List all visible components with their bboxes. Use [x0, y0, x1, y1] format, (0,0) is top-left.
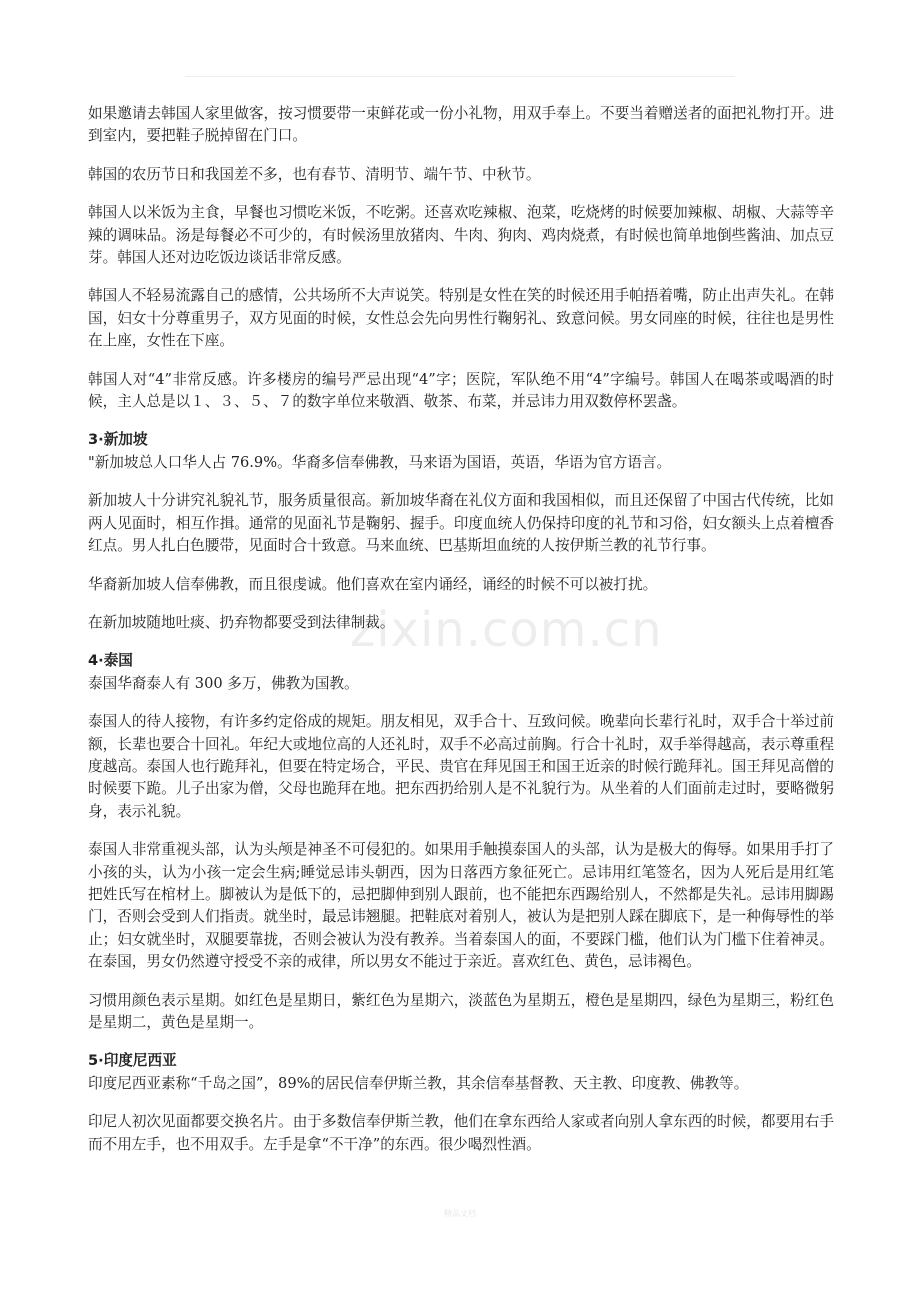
paragraph: 韩国人对“4”非常反感。许多楼房的编号严忌出现“4”字；医院，军队绝不用“4”字编号。韩国人在喝茶或喝酒的时候，主人总是以１、３、５、７的数字单位来敬酒、敬茶、布菜，并忌讳力用双数停杯罢盏。: [88, 370, 834, 411]
document-body: [88, 103, 834, 1172]
paragraph: 在新加坡随地吐痰、扔弃物都要受到法律制裁。: [88, 613, 395, 631]
paragraph: 韩国的农历节日和我国差不多，也有春节、清明节、端午节、中秋节。: [88, 165, 541, 183]
paragraph: 如果邀请去韩国人家里做客，按习惯要带一束鲜花或一份小礼物，用双手奉上。不要当着赠送者的面把礼物打开。进到室内，要把鞋子脱掉留在门口。: [88, 105, 834, 145]
paragraph: "新加坡总人口华人占 76.9%。华裔多信奉佛教，马来语为国语，英语，华语为官方语言。: [88, 453, 672, 471]
paragraph: 泰国人非常重视头部，认为头颅是神圣不可侵犯的。如果用手触摸泰国人的头部，认为是极大的侮辱。如果用手打了小孩的头，认为小孩一定会生病;睡觉忌讳头朝西，因为日落西方象征死亡。忌讳用红笔签名，因为人死后是用红笔把姓氏写在棺材上。脚被认为是低下的，忌把脚伸到别人跟前，也不能把东西踢给别人，不然都是失礼。忌讳用脚踢门，否则会受到人们指责。就坐时，最忌讳翘腿。把鞋底对着别人，被认为是把别人踩在脚底下，是一种侮辱性的举止；妇女就坐时，双腿要靠拢，否则会被认为没有教养。当着泰国人的面，不要踩门槛，他们认为门槛下住着神灵。在泰国，男女仍然遵守授受不亲的戒律，所以男女不能过于亲近。喜欢红色、黄色，忌讳褐色。: [88, 841, 834, 971]
paragraph: 韩国人不轻易流露自己的感情，公共场所不大声说笑。特别是女性在笑的时候还用手帕捂着嘴，防止出声失礼。在韩国，妇女十分尊重男子，双方见面的时候，女性总会先向男性行鞠躬礼、致意问候。男女同座的时候，往往也是男性在上座，女性在下座。: [88, 287, 834, 350]
paragraph: 习惯用颜色表示星期。如红色是星期日，紫红色为星期六，淡蓝色为星期五，橙色是星期四，绿色为星期三，粉红色是星期二，黄色是星期一。: [88, 991, 834, 1031]
paragraph: 韩国人以米饭为主食，早餐也习惯吃米饭，不吃粥。还喜欢吃辣椒、泡菜，吃烧烤的时候要加辣椒、胡椒、大蒜等辛辣的调味品。汤是每餐必不可少的，有时候汤里放猪肉、牛肉、狗肉、鸡肉烧煮，有时候也简单地倒些酱油、加点豆芽。韩国人还对边吃饭边谈话非常反感。: [88, 204, 834, 267]
paragraph: 印尼人初次见面都要交换名片。由于多数信奉伊斯兰教，他们在拿东西给人家或者向别人拿东西的时候，都要用右手而不用左手，也不用双手。左手是拿“不干净”的东西。很少喝烈性酒。: [88, 1113, 834, 1153]
section-heading-singapore: 3·新加坡: [88, 431, 148, 449]
watermark: zixin.com.cn: [350, 602, 663, 658]
section-heading-indonesia: 5·印度尼西亚: [88, 1052, 177, 1070]
section-heading-thailand: 4·泰国: [88, 652, 133, 670]
paragraph: 泰国人的待人接物，有许多约定俗成的规矩。朋友相见，双手合十、互致问候。晚辈向长辈行礼时，双手合十举过前额，长辈也要合十回礼。年纪大或地位高的人还礼时，双手不必高过前胸。行合十礼时，双手举得越高，表示尊重程度越高。泰国人也行跪拜礼，但要在特定场合，平民、贵官在拜见国王和国王近亲的时候行跪拜礼。国王拜见高僧的时候要下跪。儿子出家为僧，父母也跪拜在地。把东西扔给别人是不礼貌行为。从坐着的人们面前走过时，要略微躬身，表示礼貌。: [88, 713, 834, 820]
header-divider: [185, 76, 735, 77]
paragraph: 新加坡人十分讲究礼貌礼节，服务质量很高。新加坡华裔在礼仪方面和我国相似，而且还保留了中国古代传统，比如两人见面时，相互作揖。通常的见面礼节是鞠躬、握手。印度血统人仍保持印度的礼节和习俗，妇女额头上点着檀香红点。男人扎白色腰带，见面时合十致意。马来血统、巴基斯坦血统的人按伊斯兰教的礼节行事。: [88, 492, 834, 555]
paragraph: 印度尼西亚素称“千岛之国”，89%的居民信奉伊斯兰教，其余信奉基督教、天主教、印度教、佛教等。: [88, 1074, 749, 1092]
paragraph: 华裔新加坡人信奉佛教，而且很虔诚。他们喜欢在室内诵经，诵经的时候不可以被打扰。: [88, 575, 658, 593]
paragraph: 泰国华裔泰人有 300 多万，佛教为国教。: [88, 674, 359, 692]
page-footer: 精品文档: [444, 1209, 476, 1218]
